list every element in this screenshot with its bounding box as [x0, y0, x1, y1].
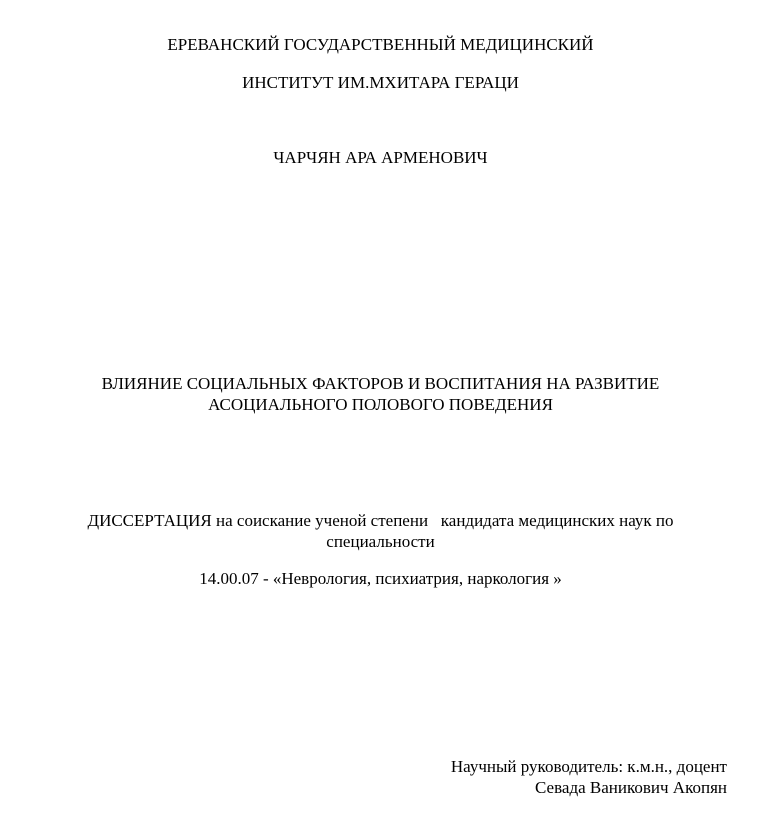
author-name: ЧАРЧЯН АРА АРМЕНОВИЧ — [273, 148, 488, 167]
thesis-title-line-2: АСОЦИАЛЬНОГО ПОЛОВОГО ПОВЕДЕНИЯ — [208, 395, 553, 414]
supervisor-title: Научный руководитель: к.м.н., доцент — [450, 757, 727, 776]
degree-line-1: ДИССЕРТАЦИЯ на соискание ученой степени кандидата медицинских наук по — [87, 511, 674, 530]
supervisor-name: Севада Ваникович Акопян — [535, 778, 727, 797]
thesis-title-line-1: ВЛИЯНИЕ СОЦИАЛЬНЫХ ФАКТОРОВ И ВОСПИТАНИЯ НА РАЗВИТИЕ — [101, 374, 660, 393]
specialty: 14.00.07 - «Неврология, психиатрия, наркология » — [199, 569, 562, 588]
institution-line-2: ИНСТИТУТ ИМ.МХИТАРА ГЕРАЦИ — [242, 73, 519, 92]
institution-line-1: ЕРЕВАНСКИЙ ГОСУДАРСТВЕННЫЙ МЕДИЦИНСКИЙ — [167, 35, 594, 54]
degree-line-2: специальности — [326, 532, 435, 551]
